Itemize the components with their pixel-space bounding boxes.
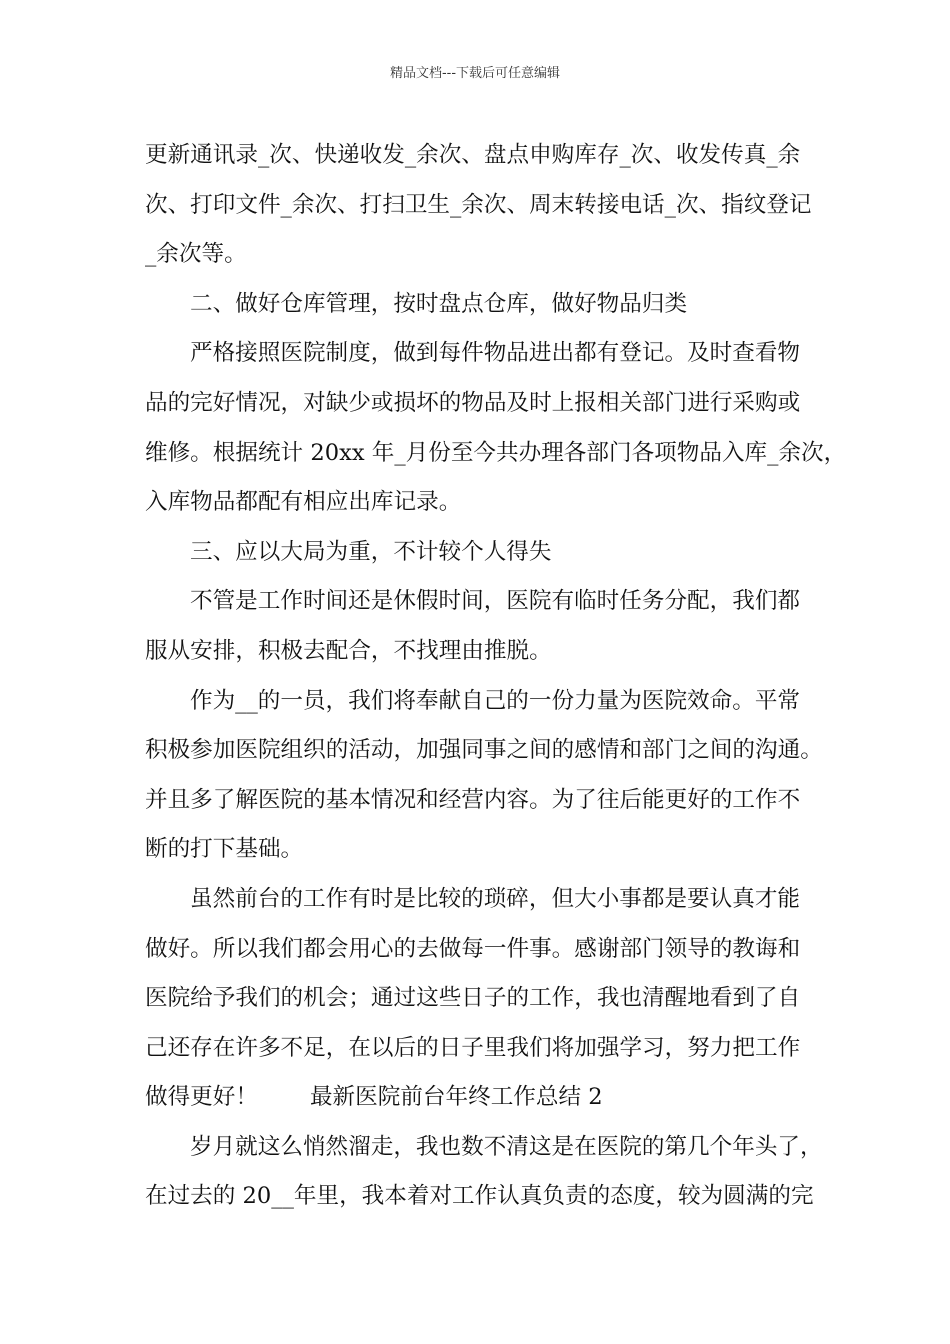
document-title-2: 最新医院前台年终工作总结 2 xyxy=(309,1084,603,1111)
text-line: 岁月就这么悄然溜走，我也数不清这是在医院的第几个年头了， xyxy=(190,1133,823,1160)
text-line: 并且多了解医院的基本情况和经营内容。为了往后能更好的工作不 xyxy=(145,786,801,813)
text-line: 严格接照医院制度，做到每件物品进出都有登记。及时查看物 xyxy=(190,340,801,367)
text-line: 医院给予我们的机会；通过这些日子的工作，我也清醒地看到了自 xyxy=(145,985,801,1012)
text-line: 积极参加医院组织的活动，加强同事之间的感情和部门之间的沟通。 xyxy=(145,737,823,764)
text-line: 己还存在许多不足，在以后的日子里我们将加强学习，努力把工作 xyxy=(145,1034,801,1061)
text-line: 在过去的 20__年里，我本着对工作认真负责的态度，较为圆满的完 xyxy=(145,1183,814,1210)
text-line-with-title xyxy=(145,1073,835,1123)
text-line: 不管是工作时间还是休假时间，医院有临时任务分配，我们都 xyxy=(190,588,801,615)
text-fragment: 做得更好！ xyxy=(145,1084,258,1111)
text-line: 做好。所以我们都会用心的去做每一件事。感谢部门领导的教诲和 xyxy=(145,935,801,962)
text-line: 服从安排，积极去配合，不找理由推脱。 xyxy=(145,637,552,664)
section-heading-2: 二、做好仓库管理，按时盘点仓库，做好物品归类 xyxy=(190,290,688,317)
text-line: 次、打印文件_余次、打扫卫生_余次、周末转接电话_次、指纹登记 xyxy=(145,191,812,218)
text-line: 更新通讯录_次、快递收发_余次、盘点申购库存_次、收发传真_余 xyxy=(145,142,801,168)
text-line: 作为__的一员，我们将奉献自己的一份力量为医院效命。平常 xyxy=(190,687,801,714)
text-line: 维修。根据统计 20xx 年_月份至今共办理各部门各项物品入库_余次， xyxy=(145,439,847,466)
text-line: 入库物品都配有相应出库记录。 xyxy=(145,489,462,516)
text-line: 品的完好情况，对缺少或损坏的物品及时上报相关部门进行采购或 xyxy=(145,389,801,416)
document-body xyxy=(145,131,847,1222)
text-line: 虽然前台的工作有时是比较的琐碎，但大小事都是要认真才能 xyxy=(190,885,801,912)
page-header: 精品文档---下载后可任意编辑 xyxy=(389,66,561,81)
section-heading-3: 三、应以大局为重，不计较个人得失 xyxy=(190,538,552,565)
text-line: _余次等。 xyxy=(145,241,247,268)
text-line: 断的打下基础。 xyxy=(145,836,304,863)
